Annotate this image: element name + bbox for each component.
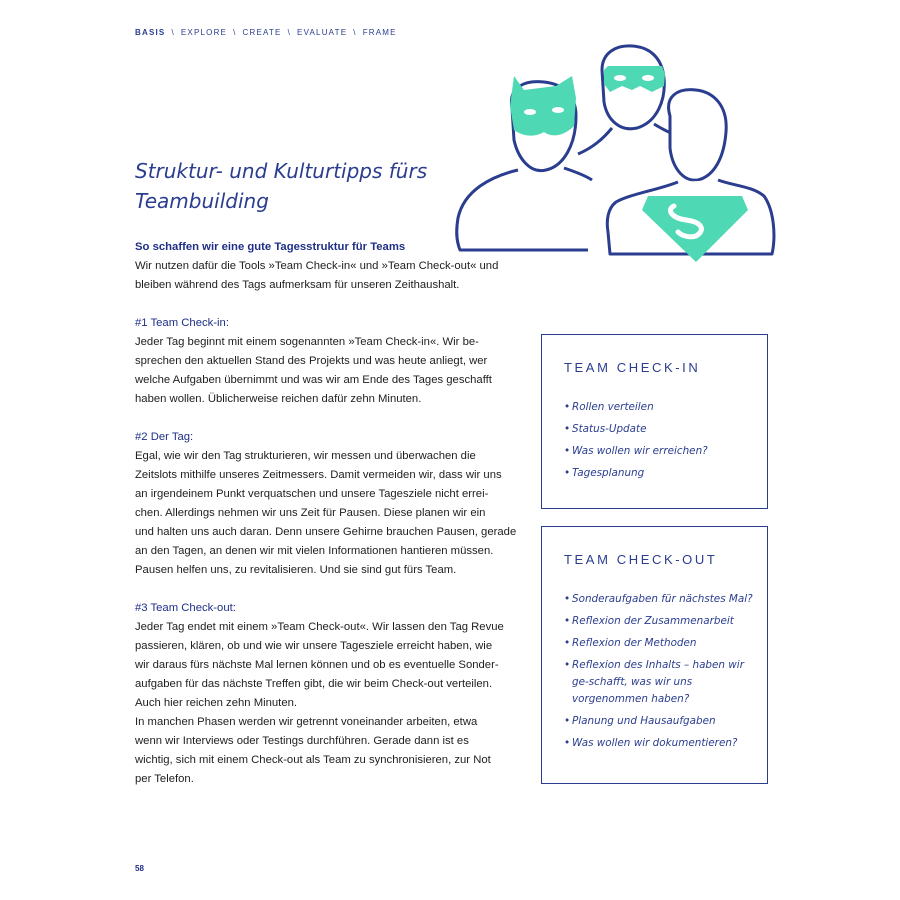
body-line: passieren, klären, ob und wie wir unsere Tagesziele erreicht haben, wie — [135, 640, 493, 652]
team-checkin-title: TEAM CHECK-IN — [564, 360, 701, 375]
breadcrumb-separator: \ — [353, 28, 357, 37]
page-title — [135, 156, 465, 216]
list-item: • Reflexion der Methoden — [564, 635, 755, 652]
team-checkout-list — [564, 591, 755, 757]
section-heading-day: #2 Der Tag: — [135, 431, 194, 443]
body-line: Pausen helfen uns, zu revitalisieren. Und sie sind gut fürs Team. — [135, 564, 457, 576]
team-checkout-box — [541, 526, 768, 784]
breadcrumb-create[interactable]: CREATE — [242, 28, 282, 37]
middle-hero-icon — [578, 46, 684, 154]
body-line: haben wollen. Üblicherweise reichen dafür zehn Minuten. — [135, 393, 422, 405]
team-checkin-list — [564, 399, 755, 487]
list-item: • Was wollen wir erreichen? — [564, 443, 755, 460]
breadcrumb-explore[interactable]: EXPLORE — [180, 28, 228, 37]
list-item: • Status-Update — [564, 421, 755, 438]
list-item: • Rollen verteilen — [564, 399, 755, 416]
body-line: Wir nutzen dafür die Tools »Team Check-in« und »Team Check-out« und — [135, 260, 499, 272]
body-line: Jeder Tag endet mit einem »Team Check-out«. Wir lassen den Tag Revue — [135, 621, 504, 633]
list-item: • Was wollen wir dokumentieren? — [564, 735, 755, 752]
team-checkout-title: TEAM CHECK-OUT — [564, 552, 718, 567]
breadcrumb-evaluate[interactable]: EVALUATE — [297, 28, 348, 37]
body-line: per Telefon. — [135, 773, 194, 785]
body-line: sprechen den aktuellen Stand des Projekts und was heute anliegt, wer — [135, 355, 488, 367]
body-line: In manchen Phasen werden wir getrennt voneinander arbeiten, etwa — [135, 716, 478, 728]
section-heading-checkin: #1 Team Check-in: — [135, 317, 229, 329]
page-title-line-1: Struktur- und Kulturtipps fürs — [135, 159, 428, 183]
body-line: an den Tagen, an denen wir mit vielen Informationen hantieren müssen. — [135, 545, 494, 557]
left-hero-icon — [457, 76, 592, 250]
body-text — [135, 238, 520, 789]
list-item: • Reflexion der Zusammenarbeit — [564, 613, 755, 630]
body-line: wenn wir Interviews oder Testings durchführen. Gerade dann ist es — [135, 735, 469, 747]
breadcrumb-separator: \ — [287, 28, 292, 37]
body-line: an irgendeinem Punkt verquatschen und unsere Tagesziele nicht errei- — [135, 488, 489, 500]
body-line: welche Aufgaben übernimmt und was wir am Ende des Tages geschafft — [135, 374, 492, 386]
breadcrumb-basis[interactable]: BASIS — [135, 28, 166, 37]
breadcrumb-frame[interactable]: FRAME — [362, 28, 397, 37]
body-line: und halten uns auch daran. Denn unsere Gehirne brauchen Pausen, gerade — [135, 526, 517, 538]
list-item: • Planung und Hausaufgaben — [564, 713, 755, 730]
team-checkin-box — [541, 334, 768, 509]
list-item: • Tagesplanung — [564, 465, 755, 482]
body-line: Zeitslots mithilfe unseres Zeitmessers. Damit vermeiden wir, dass wir uns — [135, 469, 502, 481]
intro-heading: So schaffen wir eine gute Tagesstruktur für Teams — [135, 241, 406, 253]
breadcrumb-separator: \ — [233, 28, 237, 37]
body-line: Jeder Tag beginnt mit einem sogenannten »Team Check-in«. Wir be- — [135, 336, 479, 348]
body-line: Egal, wie wir den Tag strukturieren, wir messen und überwachen die — [135, 450, 476, 462]
body-line: Auch hier reichen zehn Minuten. — [135, 697, 298, 709]
body-line: chen. Allerdings nehmen wir uns Zeit für Pausen. Diese planen wir ein — [135, 507, 486, 519]
page-number: 58 — [135, 864, 144, 873]
page-title-line-2: Teambuilding — [135, 189, 269, 213]
breadcrumb — [135, 28, 397, 37]
list-item: • Reflexion des Inhalts – haben wir ge-schafft, was wir uns vorgenommen haben? — [564, 657, 755, 708]
body-line: wir daraus fürs nächste Mal lernen können und ob es eventuelle Sonder- — [135, 659, 499, 671]
breadcrumb-separator: \ — [171, 28, 175, 37]
body-line: aufgaben für das nächste Treffen gibt, die wir beim Check-out verteilen. — [135, 678, 493, 690]
list-item: • Sonderaufgaben für nächstes Mal? — [564, 591, 755, 608]
body-line: bleiben während des Tags aufmerksam für unseren Zeithaushalt. — [135, 279, 460, 291]
section-heading-checkout: #3 Team Check-out: — [135, 602, 236, 614]
three-superheroes-icon — [452, 40, 782, 270]
body-line: wichtig, sich mit einem Check-out als Team zu synchronisieren, zur Not — [135, 754, 491, 766]
